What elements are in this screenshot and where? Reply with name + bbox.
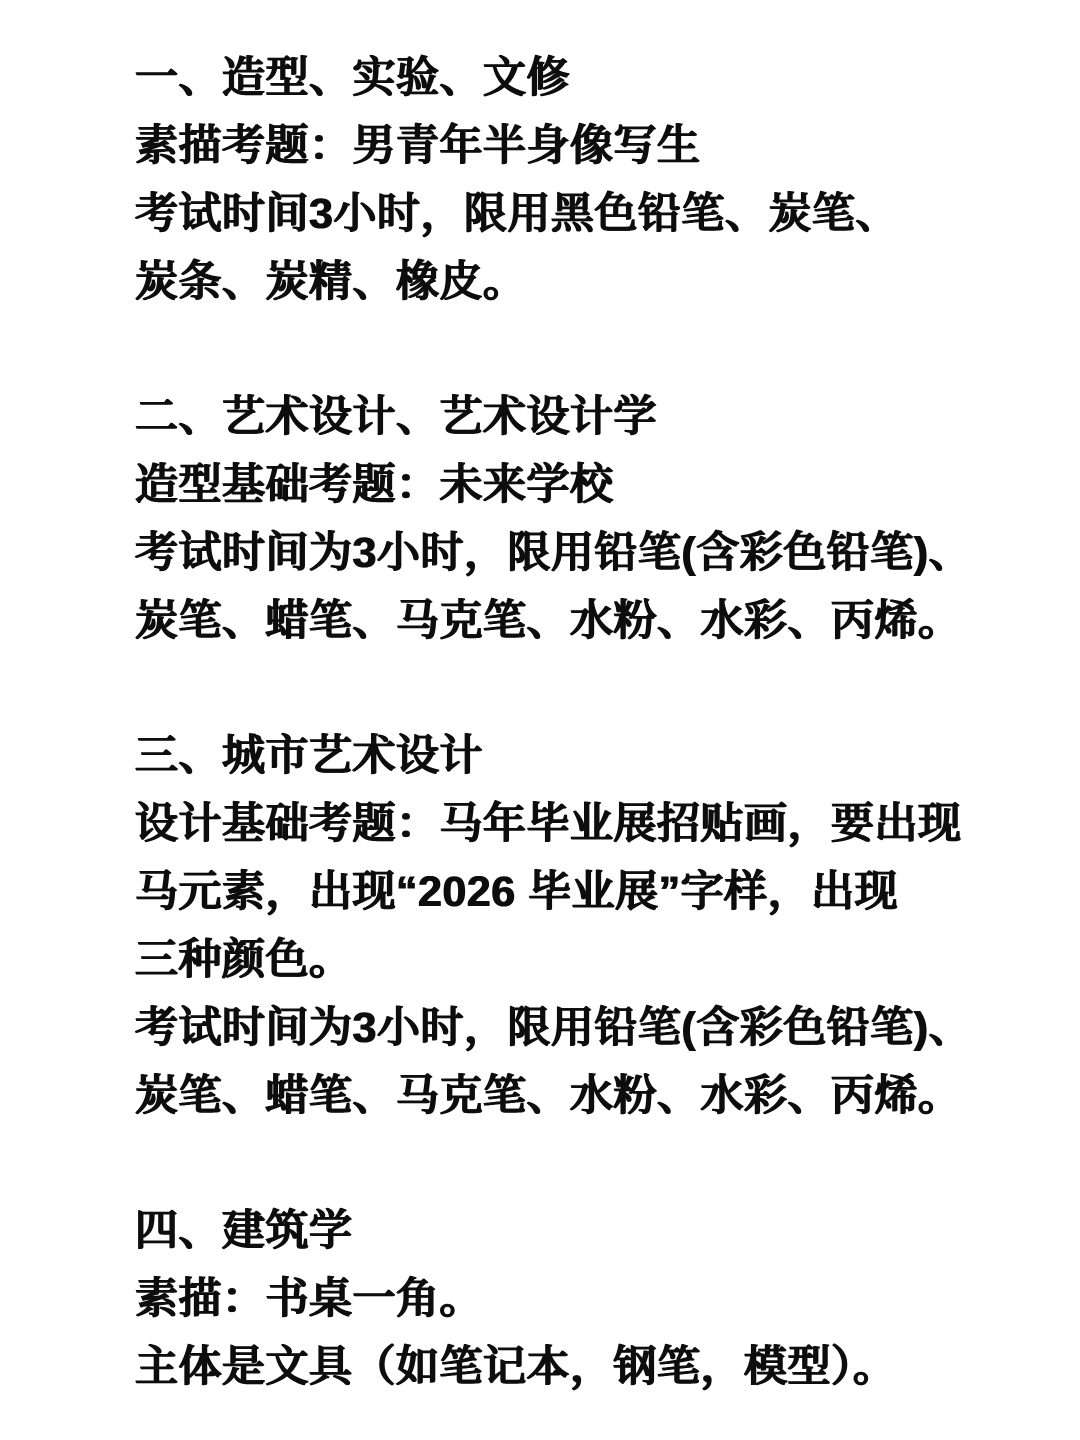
text-line: 考试时间为3小时，限用铅笔(含彩色铅笔)、 [135,1004,973,1052]
text-line: 炭笔、蜡笔、马克笔、水粉、水彩、丙烯。 [135,597,962,645]
section-art-design [135,383,1020,655]
text-line: 设计基础考题：马年毕业展招贴画，要出现 [135,800,962,848]
section-modeling-experiment-restoration [135,44,1020,316]
section-heading: 一、造型、实验、文修 [135,54,570,102]
section-heading: 四、建筑学 [135,1207,353,1255]
text-line: 素描考题：男青年半身像写生 [135,122,701,170]
text-line: 考试时间为3小时，限用铅笔(含彩色铅笔)、 [135,529,973,577]
section-architecture [135,1197,1020,1401]
text-line: 炭条、炭精、橡皮。 [135,258,527,306]
text-line: 炭笔、蜡笔、马克笔、水粉、水彩、丙烯。 [135,1072,962,1120]
section-heading: 三、城市艺术设计 [135,732,483,780]
text-line: 三种颜色。 [135,936,353,984]
section-urban-art-design [135,722,1020,1130]
text-line: 考试时间3小时，限用黑色铅笔、炭笔、 [135,190,899,238]
text-line: 马元素，出现“2026 毕业展”字样，出现 [135,868,899,916]
text-line: 素描：书桌一角。 [135,1275,483,1323]
text-line: 主体是文具（如笔记本，钢笔，模型）。 [135,1343,897,1391]
text-line: 造型基础考题：未来学校 [135,461,614,509]
section-heading: 二、艺术设计、艺术设计学 [135,393,657,441]
